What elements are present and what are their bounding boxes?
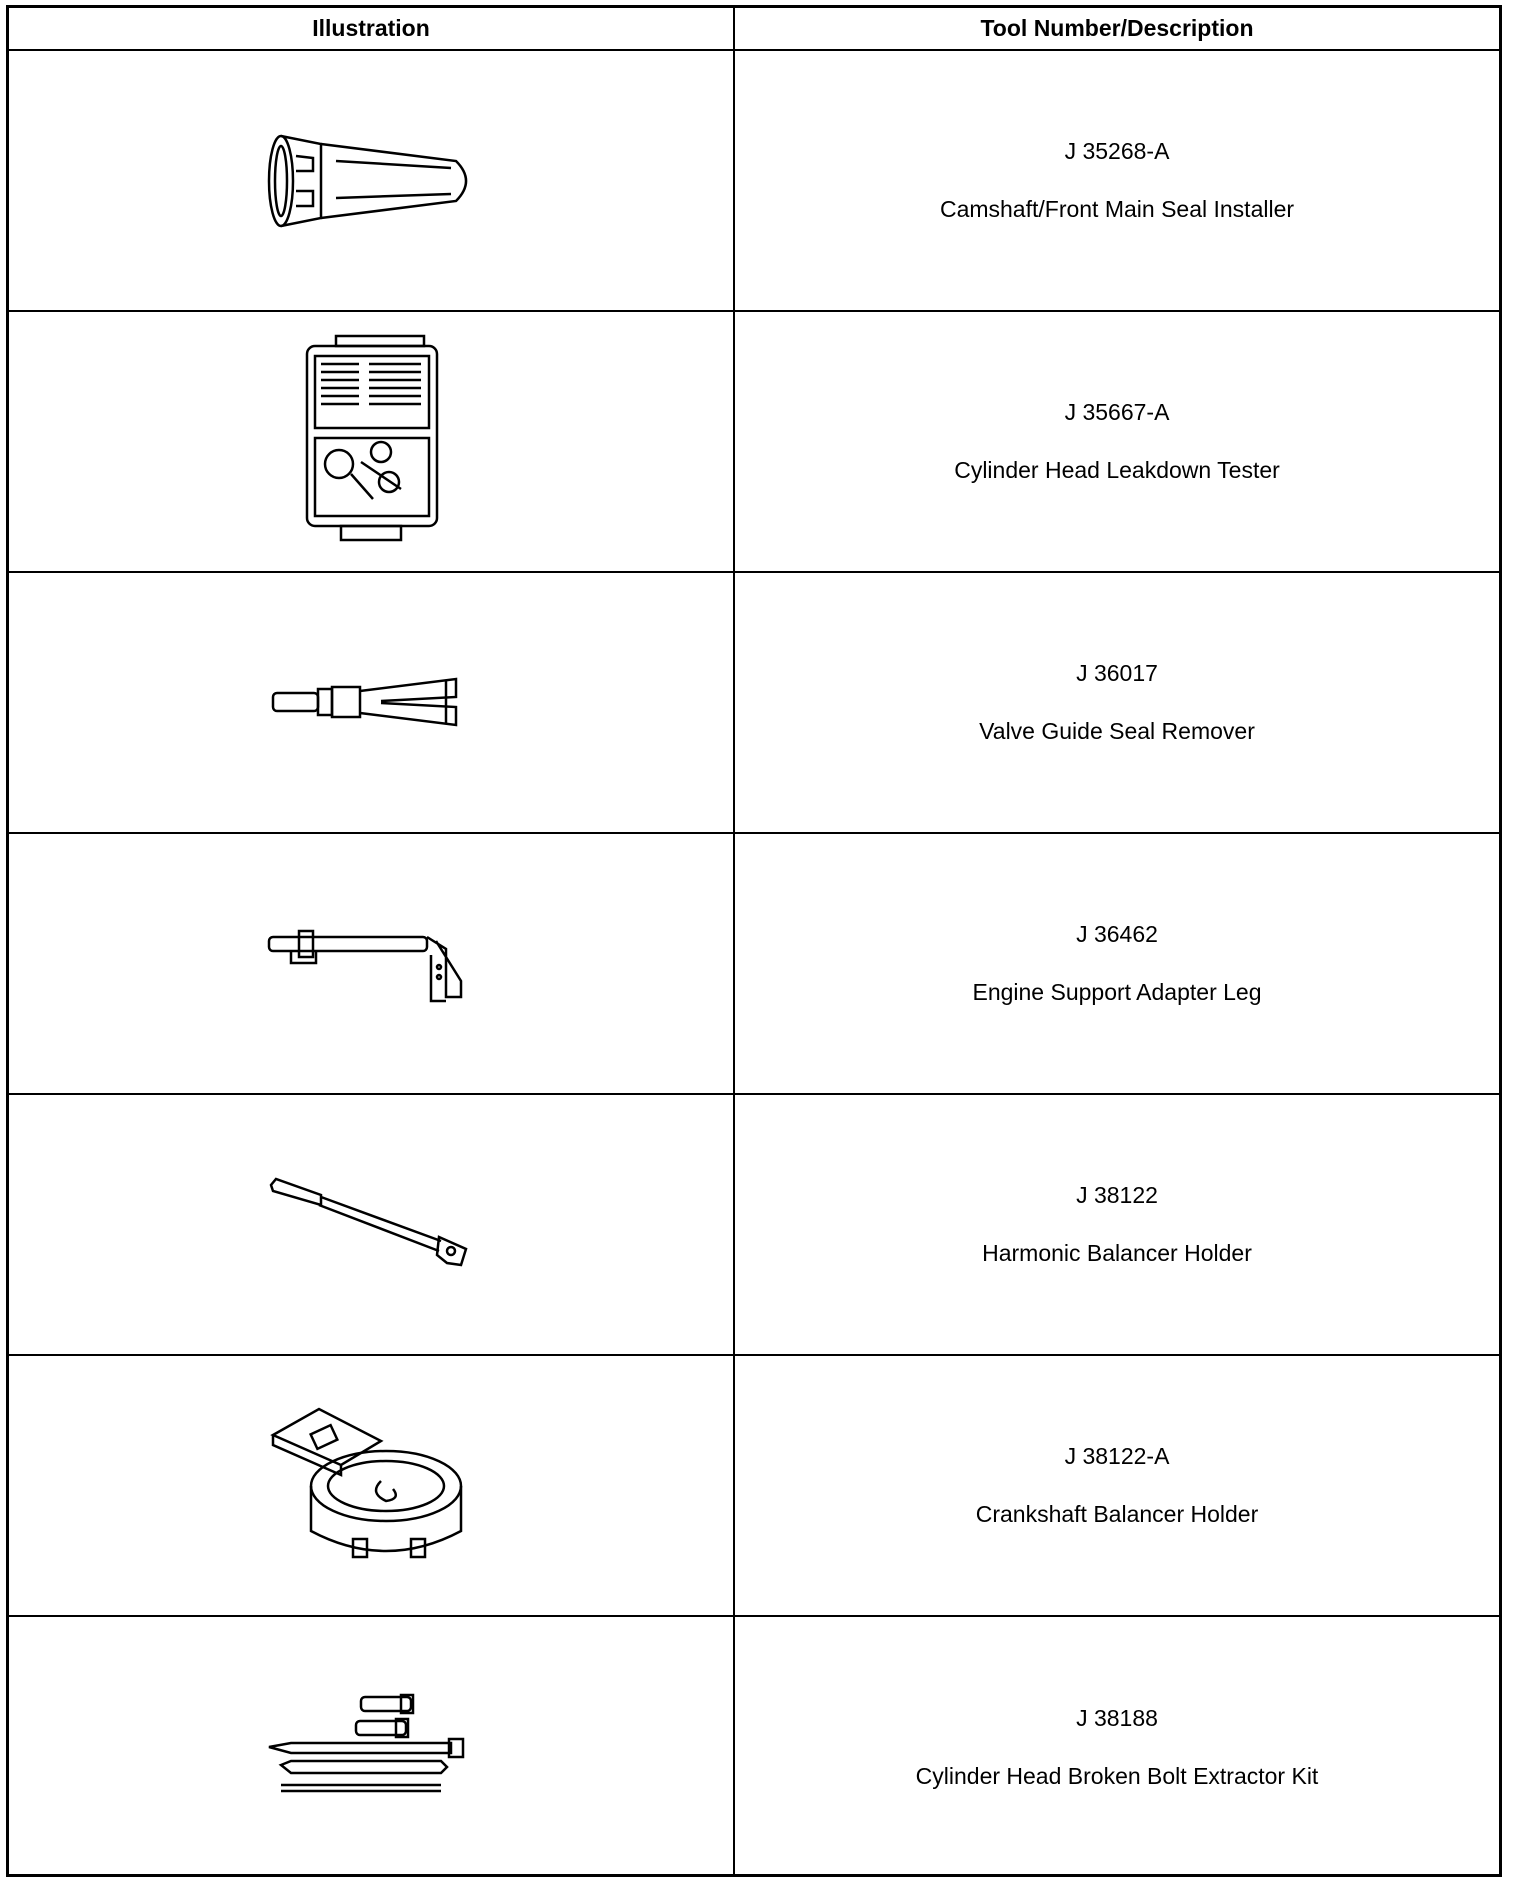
tool-description: Cylinder Head Broken Bolt Extractor Kit xyxy=(915,1763,1319,1789)
table-row xyxy=(9,1617,1499,1878)
table-row xyxy=(9,834,1499,1095)
bolt-extractor-kit-icon xyxy=(261,1693,481,1803)
illustration-cell xyxy=(9,1356,733,1615)
tool-description: Engine Support Adapter Leg xyxy=(972,979,1262,1005)
description-cell xyxy=(735,573,1499,832)
header-illustration: Illustration xyxy=(312,15,430,41)
description-cell xyxy=(735,1617,1499,1878)
illustration-cell xyxy=(9,834,733,1093)
description-cell xyxy=(735,312,1499,571)
tool-description: Cylinder Head Leakdown Tester xyxy=(954,457,1280,483)
table-header xyxy=(9,8,1499,51)
tool-description: Crankshaft Balancer Holder xyxy=(975,1501,1259,1527)
description-cell xyxy=(735,1095,1499,1354)
tool-number: J 35667-A xyxy=(1064,399,1170,425)
seal-installer-icon xyxy=(261,126,481,236)
table-row xyxy=(9,51,1499,312)
description-cell xyxy=(735,1356,1499,1615)
adapter-leg-icon xyxy=(261,919,481,1009)
illustration-cell xyxy=(9,573,733,832)
illustration-cell xyxy=(9,1095,733,1354)
balancer-holder-bar-icon xyxy=(261,1175,481,1275)
illustration-cell xyxy=(9,312,733,571)
header-tool-number-description: Tool Number/Description xyxy=(980,15,1254,41)
valve-seal-remover-icon xyxy=(261,673,481,733)
table-row xyxy=(9,1356,1499,1617)
table-row xyxy=(9,573,1499,834)
tool-number: J 38122 xyxy=(1076,1182,1158,1208)
tool-number: J 35268-A xyxy=(1064,138,1170,164)
tool-description: Camshaft/Front Main Seal Installer xyxy=(939,196,1295,222)
tool-number: J 38188 xyxy=(1076,1705,1158,1731)
illustration-cell xyxy=(9,51,733,310)
leakdown-tester-case-icon xyxy=(301,334,441,549)
tool-number: J 36017 xyxy=(1076,660,1158,686)
table-row xyxy=(9,1095,1499,1356)
tool-description: Valve Guide Seal Remover xyxy=(979,718,1255,744)
tool-description: Harmonic Balancer Holder xyxy=(982,1240,1252,1266)
table-row xyxy=(9,312,1499,573)
description-cell xyxy=(735,51,1499,310)
description-cell xyxy=(735,834,1499,1093)
tool-table xyxy=(6,5,1502,1877)
crankshaft-holder-icon xyxy=(261,1401,481,1571)
tool-number: J 38122-A xyxy=(1064,1443,1170,1469)
illustration-cell xyxy=(9,1617,733,1878)
tool-number: J 36462 xyxy=(1076,921,1158,947)
